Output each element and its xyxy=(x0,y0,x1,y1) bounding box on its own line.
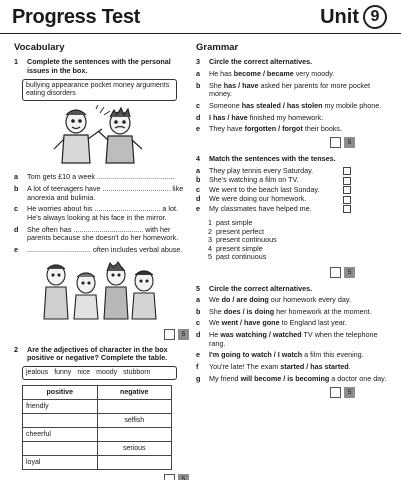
score-row-q1 xyxy=(14,329,189,341)
score-input-box[interactable] xyxy=(330,267,341,278)
table-row xyxy=(23,414,172,428)
list-item: e My classmates have helped me. xyxy=(196,205,391,215)
choice-text[interactable]: do / are doing xyxy=(221,295,269,305)
vocabulary-column xyxy=(14,42,189,480)
adjectives-table xyxy=(22,385,172,470)
question-instruction: Complete the sentences with the personal issues in the box. xyxy=(27,57,171,76)
question-5-heading xyxy=(196,285,391,294)
list-item: d She often has ................................... with her parents because she doesn't do her homework. xyxy=(14,224,179,243)
cartoon-image xyxy=(44,105,154,167)
list-item: e I'm going to watch / I watch a film this evening. xyxy=(196,350,364,360)
choice-text[interactable]: went / have gone xyxy=(221,318,280,328)
choice-text[interactable]: forgotten / forgot xyxy=(244,124,303,134)
table-cell[interactable]: serious xyxy=(97,442,172,456)
list-item: f You're late! The exam started / has started. xyxy=(196,362,351,371)
list-item: c We went to the beach last Sunday. xyxy=(196,186,391,196)
answer-box[interactable] xyxy=(343,196,351,204)
list-item: 4 present simple xyxy=(208,243,263,253)
score-row-q5 xyxy=(196,386,355,398)
question-instruction: Circle the correct alternatives. xyxy=(209,283,313,293)
choice-text[interactable]: was watching / watched xyxy=(220,330,302,340)
table-cell[interactable] xyxy=(23,414,98,428)
list-item: c He worries about his ................................. a lot. He's always looking at his face in the mirror. xyxy=(14,204,178,223)
page-header xyxy=(0,0,401,34)
table-row xyxy=(23,428,172,442)
list-item: b She has / have asked her parents for more pocket money. xyxy=(196,80,371,99)
choice-text[interactable]: will become / is becoming xyxy=(240,373,330,383)
list-item: g My friend will become / is becoming a doctor one day. xyxy=(196,373,387,383)
list-item: c Someone has stealed / has stolen my mobile phone. xyxy=(196,100,382,110)
choice-text[interactable]: I'm going to watch / I watch xyxy=(209,350,303,360)
list-item: 2 present perfect xyxy=(208,226,264,236)
choice-text[interactable]: become / became xyxy=(233,69,294,79)
grammar-heading: Grammar xyxy=(196,42,239,53)
choice-text[interactable]: started / has started xyxy=(280,362,349,371)
list-item: 5 past continuous xyxy=(208,252,267,262)
choice-text[interactable]: has stealed / has stolen xyxy=(241,100,323,110)
column-header: positive xyxy=(23,386,98,400)
score-max: 5 xyxy=(178,329,189,340)
table-cell[interactable]: friendly xyxy=(23,400,98,414)
list-item: e They have forgotten / forgot their books. xyxy=(196,124,343,134)
list-item: a They play tennis every Saturday. xyxy=(196,167,391,177)
question-4-heading xyxy=(196,155,391,164)
list-item: d I has / have finished my homework. xyxy=(196,112,324,122)
score-input-box[interactable] xyxy=(330,137,341,148)
vocabulary-heading: Vocabulary xyxy=(14,42,65,53)
table-cell[interactable] xyxy=(97,428,172,442)
unit-number-badge: 9 xyxy=(363,5,387,29)
illustration-group-of-kids xyxy=(34,259,164,323)
table-cell[interactable]: selfish xyxy=(97,414,172,428)
choice-text[interactable]: has / have xyxy=(223,80,259,90)
table-cell[interactable]: cheerful xyxy=(23,428,98,442)
table-cell[interactable]: loyal xyxy=(23,456,98,470)
list-item: a We do / are doing our homework every day. xyxy=(196,295,351,305)
score-input-box[interactable] xyxy=(164,474,175,480)
score-input-box[interactable] xyxy=(330,387,341,398)
score-max: 5 xyxy=(344,267,355,278)
table-row xyxy=(23,442,172,456)
list-item: d We were doing our homework. xyxy=(196,195,391,205)
table-cell[interactable] xyxy=(97,456,172,470)
list-item: c We went / have gone to England last year. xyxy=(196,318,347,328)
question-instruction: Match the sentences with the tenses. xyxy=(209,153,336,163)
list-item: e ................................ often includes verbal abuse. xyxy=(14,244,183,254)
list-item: b She does / is doing her homework at the moment. xyxy=(196,306,372,316)
tense-options xyxy=(208,219,391,262)
list-item: b She's watching a film on TV. xyxy=(196,176,391,186)
score-row-q3 xyxy=(196,137,355,149)
table-row xyxy=(23,400,172,414)
score-row-q4 xyxy=(196,267,355,279)
question-number: 5 xyxy=(196,283,200,293)
answer-box[interactable] xyxy=(343,205,351,213)
grammar-column xyxy=(196,42,391,398)
list-item: b A lot of teenagers have .................................. like anorexia and bulimia. xyxy=(14,184,184,202)
table-cell[interactable] xyxy=(23,442,98,456)
page-title: Progress Test xyxy=(12,6,141,28)
unit-label: Unit xyxy=(320,6,359,28)
answer-box[interactable] xyxy=(343,167,351,175)
score-max: 5 xyxy=(178,474,189,480)
question-3-heading xyxy=(196,58,391,67)
choice-text[interactable]: does / is doing xyxy=(223,306,275,316)
question-2-heading xyxy=(14,346,189,363)
cartoon-image xyxy=(34,259,164,323)
choice-text[interactable]: I has / have xyxy=(209,112,248,122)
question-number: 4 xyxy=(196,153,200,163)
word-box: jealous funny nice moody stubborn xyxy=(22,366,177,380)
word-box: bullying appearance pocket money arguments eating disorders xyxy=(22,79,177,102)
table-cell[interactable] xyxy=(97,400,172,414)
list-item: 3 present continuous xyxy=(208,235,277,245)
question-instruction: Are the adjectives of character in the box positive or negative? Complete the table. xyxy=(27,344,168,363)
question-1-heading xyxy=(14,58,189,75)
score-row-q2 xyxy=(14,473,189,480)
column-header: negative xyxy=(97,386,172,400)
answer-box[interactable] xyxy=(343,186,351,194)
table-header-row xyxy=(23,386,172,400)
score-max: 5 xyxy=(344,137,355,148)
answer-box[interactable] xyxy=(343,177,351,185)
list-item: a Tom gets £10 a week ....................................... xyxy=(14,172,175,182)
score-max: 5 xyxy=(344,387,355,398)
list-item: 1 past simple xyxy=(208,218,253,228)
question-number: 1 xyxy=(14,57,18,67)
score-input-box[interactable] xyxy=(164,329,175,340)
list-item: d He was watching / watched TV when the telephone rang. xyxy=(196,330,378,348)
illustration-arguing-boys xyxy=(44,105,154,167)
list-item: a He has become / became very moody. xyxy=(196,69,335,79)
question-number: 2 xyxy=(14,344,18,354)
table-row xyxy=(23,456,172,470)
question-number: 3 xyxy=(196,57,200,67)
question-instruction: Circle the correct alternatives. xyxy=(209,57,313,67)
